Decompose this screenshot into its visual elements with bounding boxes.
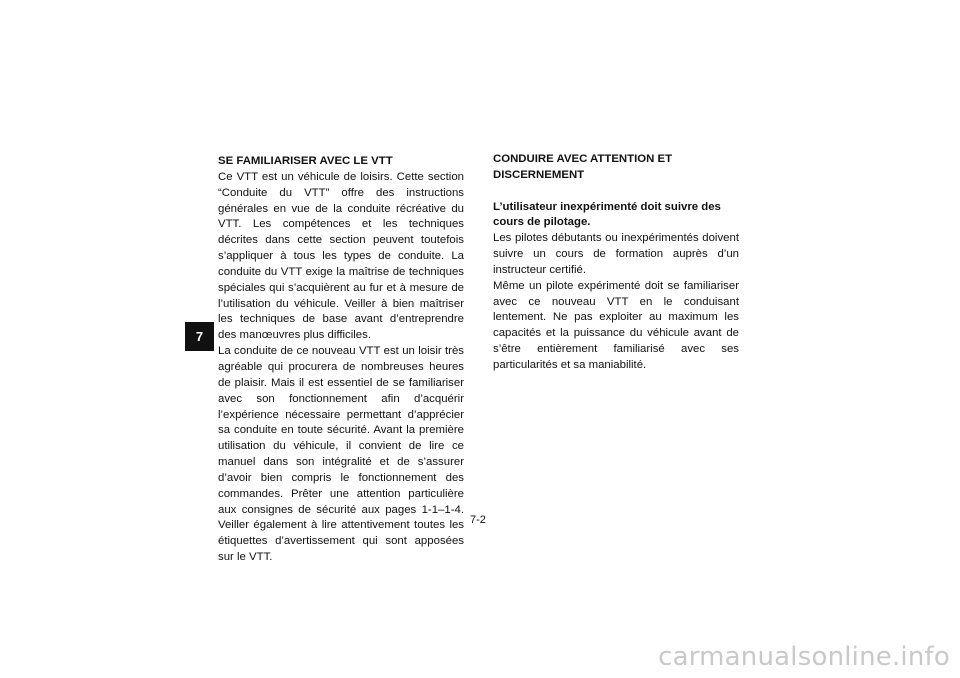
left-column <box>218 154 464 566</box>
right-column <box>493 152 739 374</box>
paragraph-beginners: Les pilotes débutants ou inexpérimentés doivent suivre un cours de formation auprès d’un instructeur certifié. <box>493 232 739 276</box>
paragraph-experienced: Même un pilote expérimenté doit se familiariser avec ce nouveau VTT en le conduisant lentement. Ne pas exploiter au maximum les capacités et la puissance du véhicule avant de s’être entièrement familiarisé avec ses particularités et sa maniabilité. <box>493 279 739 371</box>
page-number: 7-2 <box>470 514 486 526</box>
section-heading-ride-carefully: CONDUIRE AVEC ATTENTION ET DISCERNEMENT <box>493 153 673 181</box>
subheading-training: L’utilisateur inexpérimenté doit suivre des cours de pilotage. <box>493 200 721 229</box>
spacer <box>493 184 739 200</box>
paragraph-familiarize: La conduite de ce nouveau VTT est un loisir très agréable qui procurera de nombreuses heures de plaisir. Mais il est essentiel de se familiariser avec son fonctionnement afin d’acquérir l’expérience nécessaire permettant d’apprécier sa conduite en toute sécurité. Avant la première utilisation du véhicule, il convient de lire ce manuel dans son intégralité et de s’assurer d’avoir bien compris le fonctionnement des commandes. Prêter une attention particulière aux consignes de sécurité aux pages 1-1–1-4. Veiller également à lire attentivement toutes les étiquettes d’avertissement qui sont apposées sur le VTT. <box>218 345 464 564</box>
paragraph-intro: Ce VTT est un véhicule de loisirs. Cette section “Conduite du VTT” offre des instructions générales en vue de la conduite récréative du VTT. Les compétences et les techniques décrites dans cette section peuvent toutefois s’appliquer à tous les types de conduite. La conduite du VTT exige la maîtrise de techniques spéciales qui s’acquièrent au fur et à mesure de l’utilisation du véhicule. Veiller à bien maîtriser les techniques de base avant d’entreprendre des manœuvres plus difficiles. <box>218 170 464 342</box>
watermark: carmanualsonline.info <box>658 642 950 672</box>
section-heading-familiarize: SE FAMILIARISER AVEC LE VTT <box>218 155 393 167</box>
chapter-tab: 7 <box>185 322 214 351</box>
